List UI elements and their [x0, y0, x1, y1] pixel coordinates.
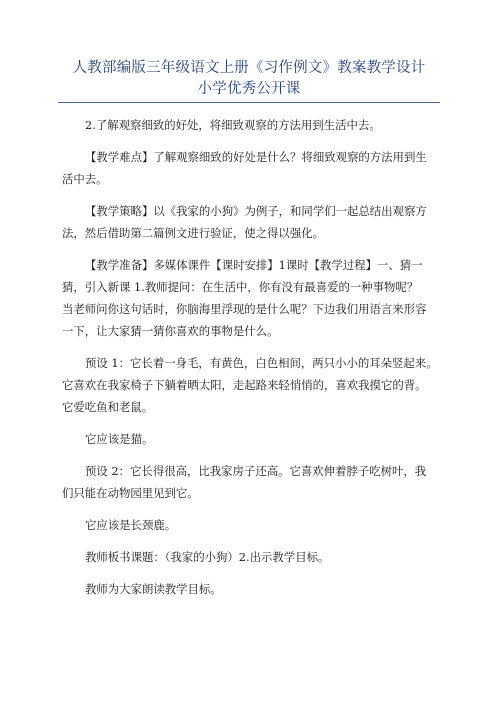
paragraph-line: 【教学策略】以《我家的小狗》为例子，和同学们一起总结出观察方: [85, 204, 427, 218]
paragraph-teaching-preparation: [62, 254, 440, 342]
paragraph-read-objectives: [62, 578, 440, 600]
paragraph-line: 预设 1：它长着一身毛，有黄色，白色相间，两只小小的耳朵竖起来。: [85, 356, 438, 370]
paragraph-line: 2.了解观察细致的好处，将细致观察的方法用到生活中去。: [85, 118, 381, 132]
header-title-line2: 小学优秀公开课: [197, 81, 301, 97]
paragraph-objective-2: [62, 114, 440, 136]
paragraph-line: 【教学难点】了解观察细致的好处是什么？将细致观察的方法用到生: [85, 150, 427, 164]
paragraph-preset-1: [62, 352, 440, 418]
header-divider: [58, 102, 440, 103]
paragraph-line: 教师为大家朗读教学目标。: [85, 582, 222, 596]
paragraph-line: 它喜欢在我家椅子下躺着晒太阳，走起路来轻悄悄的，喜欢我摸它的背。: [62, 378, 427, 392]
paragraph-teaching-strategy: [62, 200, 440, 244]
paragraph-line: 教师板书课题：（我家的小狗）2.出示教学目标。: [85, 550, 330, 564]
paragraph-teaching-difficulty: [62, 146, 440, 190]
paragraph-blackboard-title: [62, 546, 440, 568]
paragraph-line: 当老师问你这句话时，你脑海里浮现的是什么呢？下边我们用语言来形容: [62, 302, 427, 316]
paragraph-line: 它应该是猫。: [85, 432, 154, 446]
paragraph-line: 活中去。: [62, 172, 108, 186]
paragraph-answer-giraffe: [62, 514, 440, 536]
paragraph-line: 们只能在动物园里见到它。: [62, 486, 199, 500]
header-title-line1: 人教部编版三年级语文上册《习作例文》教案教学设计: [72, 60, 426, 76]
paragraph-line: 一下，让大家猜一猜你喜欢的事物是什么。: [62, 324, 279, 338]
paragraph-line: 猜，引入新课 1.教师提问：在生活中，你有没有最喜爱的一种事物呢？: [62, 280, 419, 294]
document-header: [58, 58, 440, 100]
paragraph-line: 法，然后借助第二篇例文进行验证，使之得以强化。: [62, 226, 324, 240]
paragraph-preset-2: [62, 460, 440, 504]
paragraph-answer-cat: [62, 428, 440, 450]
paragraph-line: 它应该是长颈鹿。: [85, 518, 177, 532]
document-body: [62, 114, 440, 600]
paragraph-line: 【教学准备】多媒体课件【课时安排】1课时【教学过程】一、猜一: [85, 258, 423, 272]
paragraph-line: 预设 2：它长得很高，比我家房子还高。它喜欢伸着脖子吃树叶，我: [85, 464, 427, 478]
paragraph-line: 它爱吃鱼和老鼠。: [62, 400, 154, 414]
